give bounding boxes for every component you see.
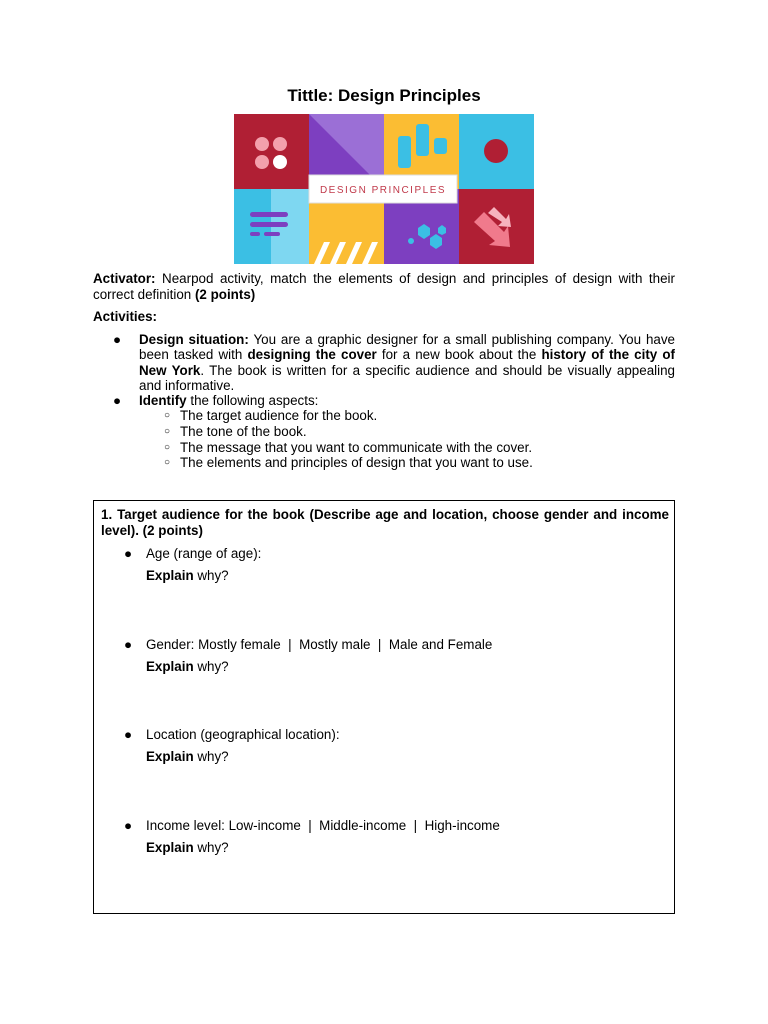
- activator-paragraph: [93, 271, 675, 302]
- identify-label: Identify: [139, 393, 187, 409]
- bar: [398, 136, 411, 168]
- tile-red-dots: [234, 114, 309, 189]
- box-heading: 1. Target audience for the book (Describe age and location, choose gender and income level). (2 points): [101, 507, 669, 538]
- bar: [434, 138, 447, 154]
- bullet-icon: ●: [124, 637, 133, 652]
- list-item: ○ The elements and principles of design that you want to use.: [164, 455, 533, 471]
- bullet-icon: ●: [124, 818, 133, 833]
- line: [264, 232, 280, 236]
- activator-label: Activator:: [93, 271, 156, 286]
- bullet-icon: ●: [113, 393, 122, 409]
- target-audience-box: [93, 500, 675, 914]
- identify-sublist: [139, 408, 675, 470]
- activities-label: Activities:: [93, 309, 157, 324]
- design-situation-label: Design situation:: [139, 332, 249, 347]
- circle-bullet-icon: ○: [164, 457, 171, 469]
- question-label: Age (range of age):: [146, 546, 262, 561]
- list-item: ● Identify the following aspects: ○ The target audience for the book. ○ The tone of the book. ○ The message that you want to communicate with the cover. ○ The elements and principles of design that you want to use.: [113, 393, 675, 471]
- explain-line: Explain why?: [146, 840, 229, 855]
- red-circle: [484, 139, 508, 163]
- list-item: ○ The message that you want to communicate with the cover.: [164, 439, 533, 455]
- explain-line: Explain why?: [146, 659, 229, 674]
- question-label: Income level: Low-income | Middle-income | High-income: [146, 818, 500, 833]
- line: [250, 212, 288, 217]
- dot: [255, 137, 269, 151]
- list-item: ○ The target audience for the book.: [164, 408, 378, 424]
- bullet-icon: ●: [113, 332, 122, 347]
- explain-line: Explain why?: [146, 749, 229, 764]
- circle-bullet-icon: ○: [164, 426, 171, 438]
- line: [250, 222, 288, 227]
- dot: [273, 137, 287, 151]
- activator-text: Nearpod activity, match the elements of design and principles of design with their correct definition: [93, 271, 675, 302]
- bullet-icon: ●: [124, 727, 133, 742]
- line: [250, 232, 260, 236]
- dot: [255, 155, 269, 169]
- question-label: Location (geographical location):: [146, 727, 340, 742]
- bar: [416, 124, 429, 156]
- circle-bullet-icon: ○: [164, 441, 171, 453]
- banner-label: DESIGN PRINCIPLES: [319, 185, 447, 196]
- design-principles-banner: [234, 114, 534, 264]
- question-label: Gender: Mostly female | Mostly male | Male and Female: [146, 637, 493, 652]
- activities-list: [113, 332, 675, 471]
- dot: [273, 155, 287, 169]
- list-item: ○ The tone of the book.: [164, 424, 307, 440]
- list-item: ● Design situation: You are a graphic designer for a small publishing company. You have been tasked with designing the cover for a new book about the history of the city of New York. The book is written for a specific audience and should be visually appealing and informative.: [113, 332, 676, 393]
- activator-points: (2 points): [194, 286, 256, 302]
- explain-line: Explain why?: [146, 568, 229, 583]
- page-title: Tittle: Design Principles: [287, 86, 481, 105]
- circle-bullet-icon: ○: [164, 410, 171, 422]
- dot: [408, 238, 414, 244]
- bullet-icon: ●: [124, 546, 133, 561]
